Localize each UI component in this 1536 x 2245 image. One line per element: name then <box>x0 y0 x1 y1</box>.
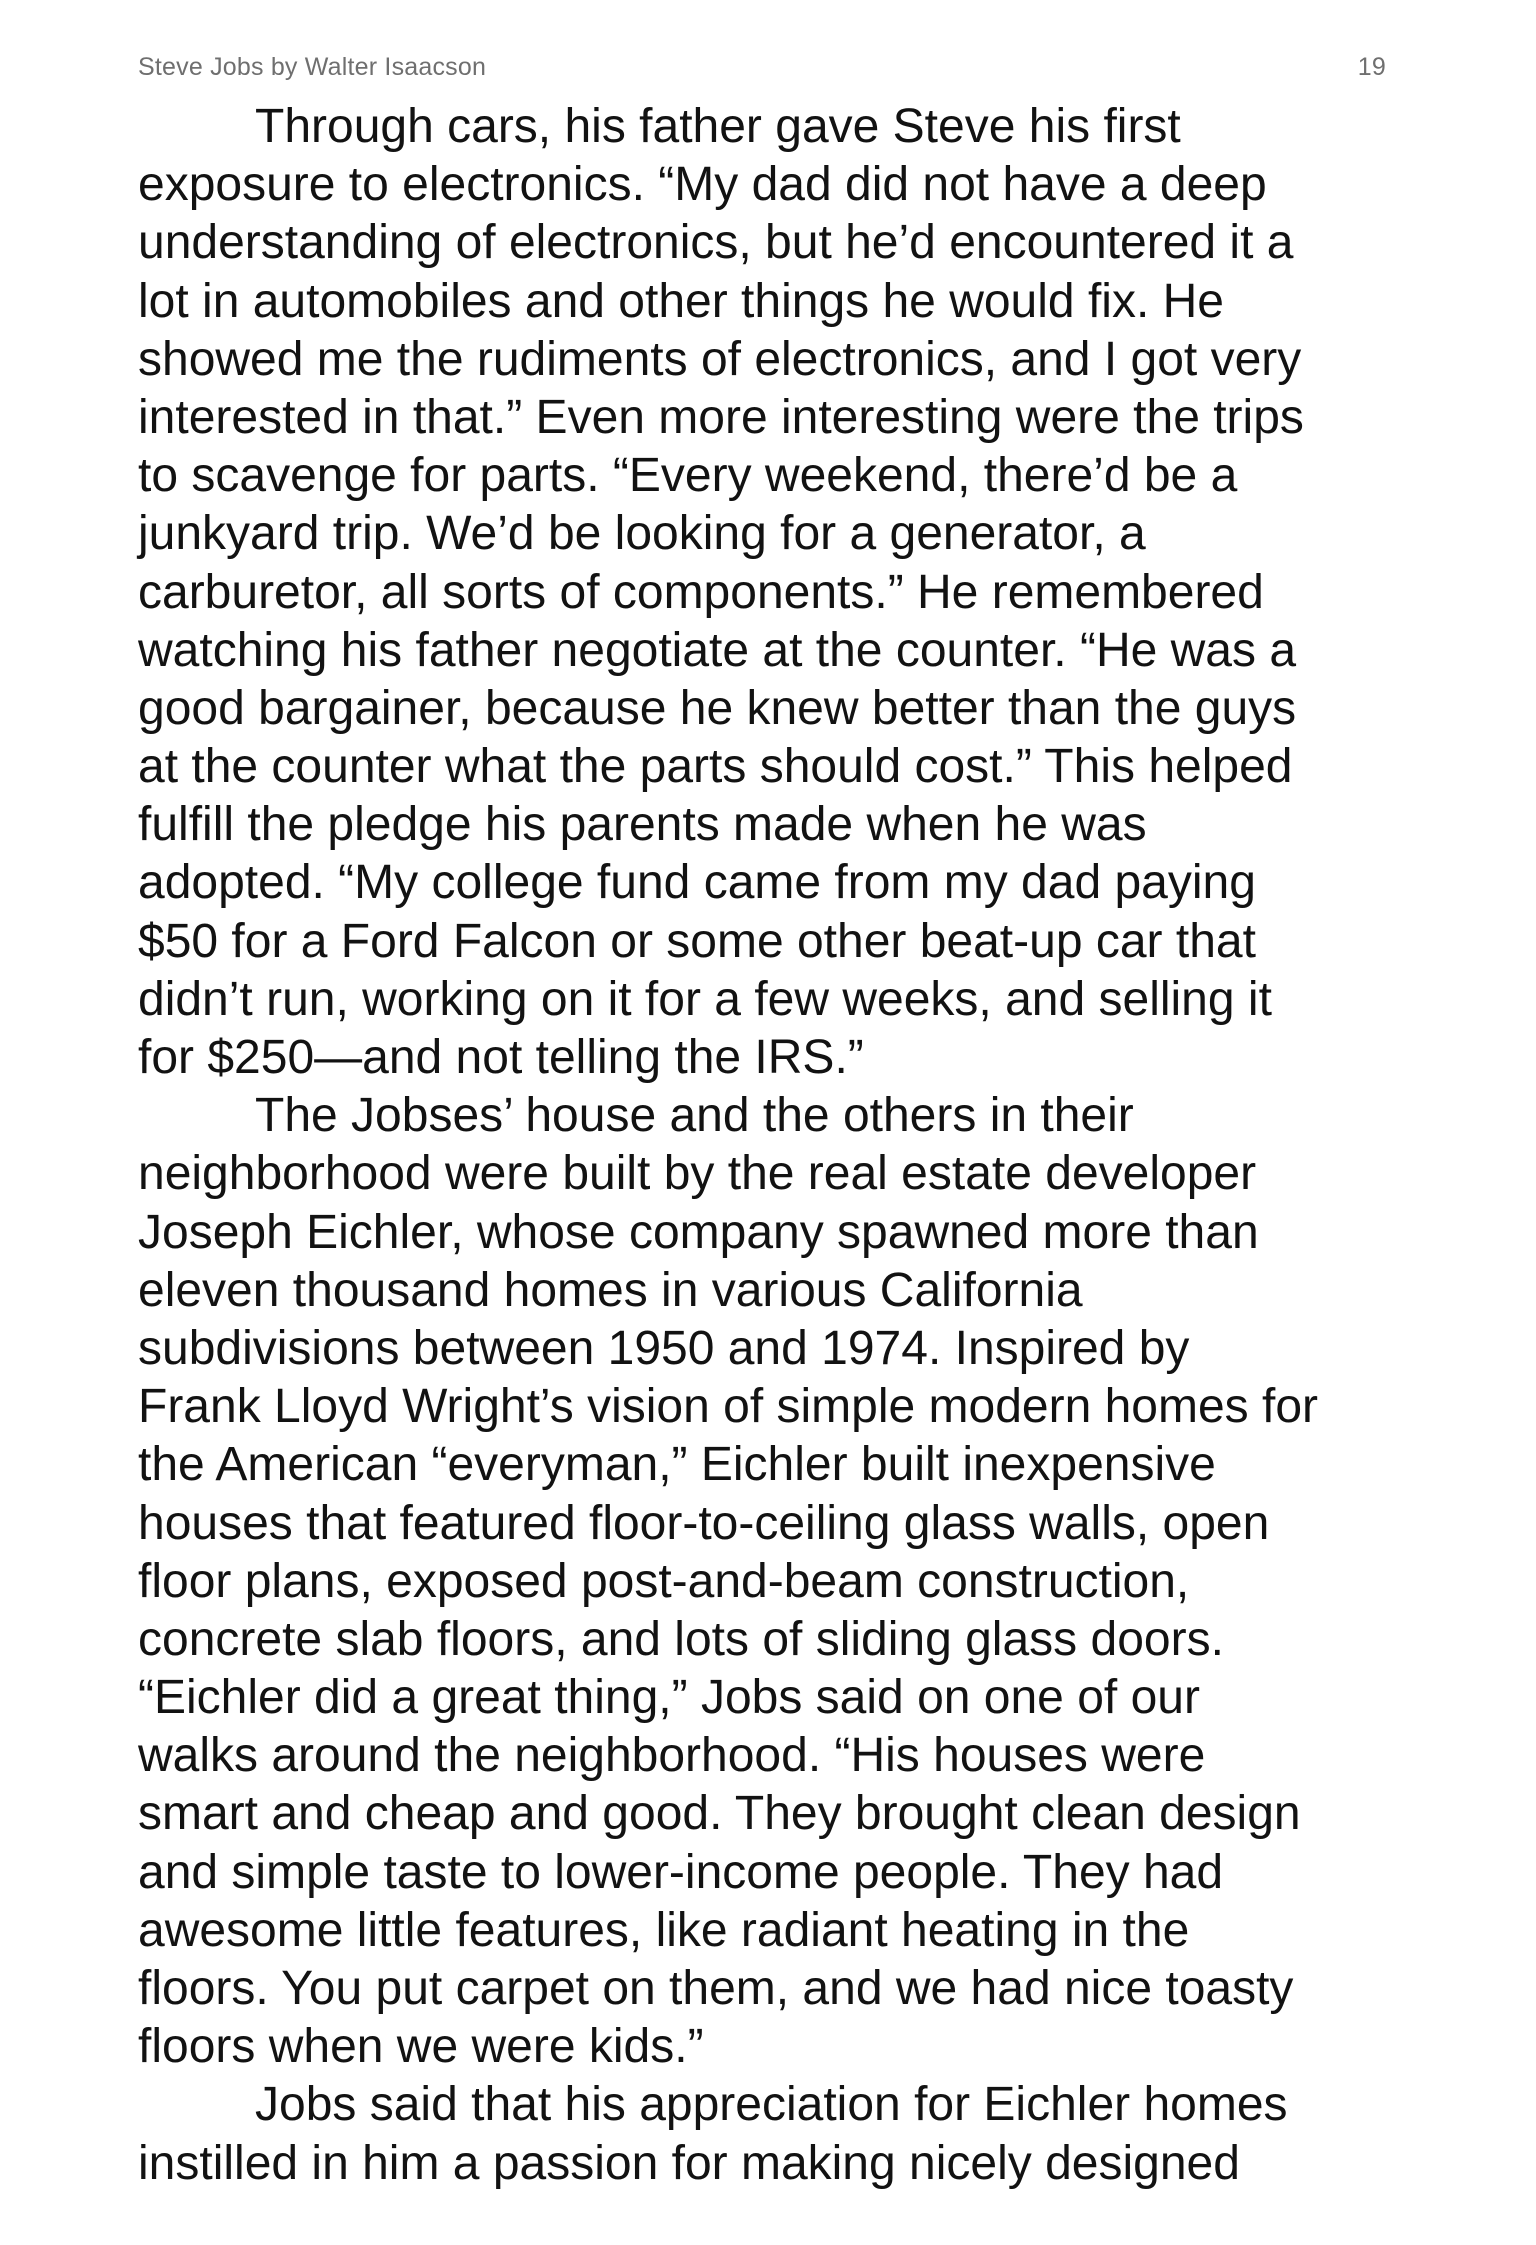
text-line: at the counter what the parts should cost.” This helped <box>138 740 1293 794</box>
text-line: showed me the rudiments of electronics, and I got very <box>138 332 1302 386</box>
text-line: junkyard trip. We’d be looking for a generator, a <box>138 507 1146 561</box>
text-line: “Eichler did a great thing,” Jobs said on one of our <box>138 1671 1200 1725</box>
page-number: 19 <box>1357 52 1386 81</box>
text-line: didn’t run, working on it for a few weeks, and selling it <box>138 972 1272 1026</box>
text-line: Joseph Eichler, whose company spawned more than <box>138 1205 1259 1259</box>
text-line: lot in automobiles and other things he would fix. He <box>138 274 1224 328</box>
book-title: Steve Jobs by Walter Isaacson <box>138 52 487 81</box>
text-line: interested in that.” Even more interesting were the trips <box>138 390 1304 444</box>
text-line: understanding of electronics, but he’d encountered it a <box>138 216 1294 270</box>
text-line: walks around the neighborhood. “His houses were <box>138 1729 1206 1783</box>
paragraph-first-line: The Jobses’ house and the others in their <box>255 1089 1134 1143</box>
text-line: Frank Lloyd Wright’s vision of simple modern homes for <box>138 1380 1319 1434</box>
text-line: adopted. “My college fund came from my dad paying <box>138 856 1256 910</box>
text-line: good bargainer, because he knew better than the guys <box>138 681 1297 735</box>
text-line: $50 for a Ford Falcon or some other beat-up car that <box>138 914 1256 968</box>
text-line: eleven thousand homes in various California <box>138 1263 1083 1317</box>
text-line: watching his father negotiate at the counter. “He was a <box>138 623 1297 677</box>
text-line: subdivisions between 1950 and 1974. Inspired by <box>138 1321 1190 1375</box>
text-line: exposure to electronics. “My dad did not have a deep <box>138 158 1267 212</box>
text-line: instilled in him a passion for making nicely designed <box>138 2136 1240 2190</box>
text-line: carburetor, all sorts of components.” He remembered <box>138 565 1264 619</box>
paragraph-first-line: Jobs said that his appreciation for Eichler homes <box>255 2078 1288 2132</box>
text-line: floor plans, exposed post-and-beam construction, <box>138 1554 1190 1608</box>
paragraph-first-line: Through cars, his father gave Steve his first <box>255 100 1181 153</box>
body-text <box>138 98 1408 2193</box>
text-line: houses that featured floor-to-ceiling glass walls, open <box>138 1496 1270 1550</box>
text-line: smart and cheap and good. They brought clean design <box>138 1787 1301 1841</box>
text-line: neighborhood were built by the real estate developer <box>138 1147 1257 1201</box>
running-header <box>138 50 1386 84</box>
text-line: to scavenge for parts. “Every weekend, there’d be a <box>138 449 1238 503</box>
text-line: and simple taste to lower-income people. They had <box>138 1845 1224 1899</box>
text-line: for $250—and not telling the IRS.” <box>138 1031 864 1084</box>
text-line: fulfill the pledge his parents made when he was <box>138 798 1147 852</box>
text-line: awesome little features, like radiant heating in the <box>138 1903 1190 1957</box>
text-line: floors when we were kids.” <box>138 2020 704 2074</box>
text-line: concrete slab floors, and lots of sliding glass doors. <box>138 1612 1224 1666</box>
text-line: the American “everyman,” Eichler built inexpensive <box>138 1438 1216 1492</box>
text-line: floors. You put carpet on them, and we had nice toasty <box>138 1962 1294 2015</box>
